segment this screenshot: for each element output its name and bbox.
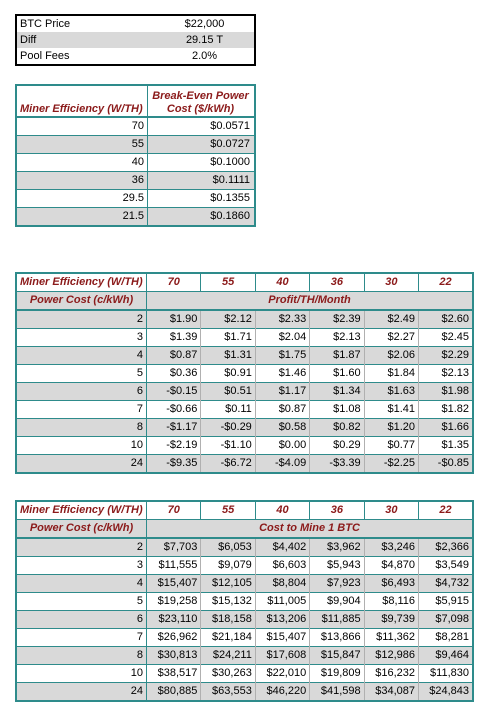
cost-value-cell[interactable]: $21,184 — [201, 629, 255, 647]
profit-value-cell[interactable]: $0.82 — [310, 419, 364, 437]
profit-value-cell[interactable]: $1.20 — [364, 419, 418, 437]
cost-header-efficiency-label[interactable]: Miner Efficiency (W/TH) — [16, 501, 147, 520]
cost-efficiency-col[interactable]: 40 — [255, 501, 309, 520]
cost-value-cell[interactable]: $7,703 — [147, 538, 201, 557]
cost-power-cost-cell[interactable]: 24 — [16, 683, 147, 702]
cost-value-cell[interactable]: $41,598 — [310, 683, 364, 702]
cost-value-cell[interactable]: $30,813 — [147, 647, 201, 665]
profit-row — [16, 383, 473, 401]
breakeven-table — [15, 84, 256, 227]
cost-value-cell[interactable]: $26,962 — [147, 629, 201, 647]
profit-power-cost-cell[interactable]: 6 — [16, 383, 147, 401]
profit-value-cell[interactable]: -$2.25 — [364, 455, 418, 474]
cost-value-cell[interactable]: $12,986 — [364, 647, 418, 665]
profit-value-cell[interactable]: $2.04 — [255, 329, 309, 347]
profit-power-cost-cell[interactable]: 7 — [16, 401, 147, 419]
profit-power-cost-cell[interactable]: 2 — [16, 310, 147, 329]
cost-value-cell[interactable]: $24,211 — [201, 647, 255, 665]
profit-value-cell[interactable]: $1.98 — [419, 383, 473, 401]
profit-value-cell[interactable]: $2.13 — [419, 365, 473, 383]
cost-value-cell[interactable]: $11,555 — [147, 557, 201, 575]
cost-value-cell[interactable]: $34,087 — [364, 683, 418, 702]
breakeven-cost[interactable]: $0.1355 — [148, 190, 256, 208]
profit-row — [16, 401, 473, 419]
cost-value-cell[interactable]: $4,732 — [419, 575, 473, 593]
profit-value-cell[interactable]: -$0.29 — [201, 419, 255, 437]
profit-row — [16, 310, 473, 329]
cost-value-cell[interactable]: $38,517 — [147, 665, 201, 683]
cost-power-cost-cell[interactable]: 5 — [16, 593, 147, 611]
cost-value-cell[interactable]: $11,830 — [419, 665, 473, 683]
cost-value-cell[interactable]: $17,608 — [255, 647, 309, 665]
cost-value-cell[interactable]: $11,005 — [255, 593, 309, 611]
cost-efficiency-header-row — [16, 501, 473, 520]
breakeven-efficiency[interactable]: 36 — [16, 172, 148, 190]
profit-value-cell[interactable]: -$4.09 — [255, 455, 309, 474]
cost-value-cell[interactable]: $15,407 — [255, 629, 309, 647]
cost-efficiency-col[interactable]: 22 — [419, 501, 473, 520]
profit-value-cell[interactable]: $0.36 — [147, 365, 201, 383]
profit-efficiency-col[interactable]: 70 — [147, 273, 201, 292]
profit-efficiency-col[interactable]: 40 — [255, 273, 309, 292]
breakeven-row — [16, 117, 255, 136]
summary-row — [16, 48, 255, 65]
cost-value-cell[interactable]: $5,915 — [419, 593, 473, 611]
profit-value-cell[interactable]: $0.00 — [255, 437, 309, 455]
cost-row — [16, 647, 473, 665]
profit-value-cell[interactable]: $1.87 — [310, 347, 364, 365]
summary-value[interactable]: $22,000 — [184, 18, 225, 30]
cost-value-cell[interactable]: $22,010 — [255, 665, 309, 683]
profit-value-cell[interactable]: $0.58 — [255, 419, 309, 437]
breakeven-cost[interactable]: $0.1111 — [148, 172, 256, 190]
cost-value-cell[interactable]: $7,923 — [310, 575, 364, 593]
breakeven-efficiency[interactable]: 40 — [16, 154, 148, 172]
cost-value-cell[interactable]: $7,098 — [419, 611, 473, 629]
profit-efficiency-col[interactable]: 36 — [310, 273, 364, 292]
cost-value-cell[interactable]: $12,105 — [201, 575, 255, 593]
cost-value-cell[interactable]: $6,493 — [364, 575, 418, 593]
profit-header-efficiency-label[interactable]: Miner Efficiency (W/TH) — [16, 273, 147, 292]
profit-value-cell[interactable]: $0.29 — [310, 437, 364, 455]
summary-row — [16, 15, 255, 32]
cost-efficiency-col[interactable]: 30 — [364, 501, 418, 520]
summary-label[interactable]: BTC Price — [20, 18, 71, 30]
profit-power-cost-cell[interactable]: 24 — [16, 455, 147, 474]
cost-value-cell[interactable]: $9,739 — [364, 611, 418, 629]
cost-row — [16, 665, 473, 683]
profit-value-cell[interactable]: -$3.39 — [310, 455, 364, 474]
cost-subheader-row — [16, 520, 473, 539]
cost-subheader-title[interactable]: Cost to Mine 1 BTC — [147, 520, 474, 539]
profit-value-cell[interactable]: $1.82 — [419, 401, 473, 419]
profit-efficiency-col[interactable]: 30 — [364, 273, 418, 292]
profit-efficiency-header-row — [16, 273, 473, 292]
breakeven-row — [16, 154, 255, 172]
cost-value-cell[interactable]: $13,206 — [255, 611, 309, 629]
profit-value-cell[interactable]: $1.84 — [364, 365, 418, 383]
cost-value-cell[interactable]: $11,362 — [364, 629, 418, 647]
cost-value-cell[interactable]: $23,110 — [147, 611, 201, 629]
cost-efficiency-col[interactable]: 55 — [201, 501, 255, 520]
cost-value-cell[interactable]: $9,079 — [201, 557, 255, 575]
summary-value[interactable]: 2.0% — [191, 50, 218, 62]
profit-value-cell[interactable]: $2.27 — [364, 329, 418, 347]
breakeven-header-cost-line1: Break-Even Power — [152, 90, 249, 102]
breakeven-header-cost[interactable] — [148, 85, 256, 117]
cost-value-cell[interactable]: $13,866 — [310, 629, 364, 647]
cost-value-cell[interactable]: $11,885 — [310, 611, 364, 629]
profit-value-cell[interactable]: -$0.85 — [419, 455, 473, 474]
profit-value-cell[interactable]: $1.31 — [201, 347, 255, 365]
profit-value-cell[interactable]: $0.11 — [201, 401, 255, 419]
profit-power-cost-cell[interactable]: 3 — [16, 329, 147, 347]
breakeven-efficiency[interactable]: 70 — [16, 117, 148, 136]
breakeven-cost[interactable]: $0.0571 — [148, 117, 256, 136]
breakeven-cost[interactable]: $0.0727 — [148, 136, 256, 154]
profit-value-cell[interactable]: $2.33 — [255, 310, 309, 329]
profit-table — [15, 272, 474, 474]
profit-value-cell[interactable]: $1.75 — [255, 347, 309, 365]
breakeven-row — [16, 172, 255, 190]
summary-label[interactable]: Diff — [16, 32, 155, 48]
profit-value-cell[interactable]: $1.17 — [255, 383, 309, 401]
profit-subheader-title[interactable]: Profit/TH/Month — [147, 292, 474, 311]
breakeven-row — [16, 190, 255, 208]
profit-value-cell[interactable]: $2.12 — [201, 310, 255, 329]
profit-value-cell[interactable]: $1.34 — [310, 383, 364, 401]
cost-value-cell[interactable]: $19,258 — [147, 593, 201, 611]
cost-value-cell[interactable]: $6,053 — [201, 538, 255, 557]
cost-value-cell[interactable]: $4,402 — [255, 538, 309, 557]
cost-value-cell[interactable]: $19,809 — [310, 665, 364, 683]
profit-value-cell[interactable]: $2.39 — [310, 310, 364, 329]
cost-value-cell[interactable]: $80,885 — [147, 683, 201, 702]
profit-value-cell[interactable]: $2.13 — [310, 329, 364, 347]
profit-power-cost-cell[interactable]: 8 — [16, 419, 147, 437]
cost-value-cell[interactable]: $6,603 — [255, 557, 309, 575]
profit-row — [16, 455, 473, 474]
cost-power-cost-cell[interactable]: 7 — [16, 629, 147, 647]
breakeven-header-efficiency[interactable]: Miner Efficiency (W/TH) — [16, 85, 148, 117]
profit-value-cell[interactable]: $2.29 — [419, 347, 473, 365]
cost-value-cell[interactable]: $8,804 — [255, 575, 309, 593]
profit-value-cell[interactable]: -$0.66 — [147, 401, 201, 419]
profit-power-cost-cell[interactable]: 5 — [16, 365, 147, 383]
profit-value-cell[interactable]: -$2.19 — [147, 437, 201, 455]
cost-power-cost-cell[interactable]: 3 — [16, 557, 147, 575]
profit-subheader-row — [16, 292, 473, 311]
cost-body — [16, 538, 473, 701]
cost-value-cell[interactable]: $9,904 — [310, 593, 364, 611]
profit-power-cost-cell[interactable]: 10 — [16, 437, 147, 455]
breakeven-cost[interactable]: $0.1860 — [148, 208, 256, 227]
summary-row — [16, 32, 255, 48]
cost-power-cost-cell[interactable]: 10 — [16, 665, 147, 683]
profit-value-cell[interactable]: $0.77 — [364, 437, 418, 455]
cost-value-cell[interactable]: $8,281 — [419, 629, 473, 647]
profit-value-cell[interactable]: $2.60 — [419, 310, 473, 329]
cost-value-cell[interactable]: $16,232 — [364, 665, 418, 683]
cost-value-cell[interactable]: $15,847 — [310, 647, 364, 665]
profit-value-cell[interactable]: $1.41 — [364, 401, 418, 419]
cost-row — [16, 557, 473, 575]
profit-value-cell[interactable]: $1.63 — [364, 383, 418, 401]
cost-row — [16, 575, 473, 593]
cost-row — [16, 611, 473, 629]
summary-table — [15, 14, 256, 66]
cost-value-cell[interactable]: $46,220 — [255, 683, 309, 702]
profit-row — [16, 365, 473, 383]
cost-efficiency-col[interactable]: 70 — [147, 501, 201, 520]
cost-value-cell[interactable]: $2,366 — [419, 538, 473, 557]
profit-value-cell[interactable]: $1.35 — [419, 437, 473, 455]
profit-value-cell[interactable]: -$0.15 — [147, 383, 201, 401]
cost-value-cell[interactable]: $30,263 — [201, 665, 255, 683]
cost-value-cell[interactable]: $3,246 — [364, 538, 418, 557]
breakeven-cost[interactable]: $0.1000 — [148, 154, 256, 172]
profit-body — [16, 310, 473, 473]
profit-value-cell[interactable]: $1.90 — [147, 310, 201, 329]
cost-table — [15, 500, 474, 702]
profit-value-cell[interactable]: $1.60 — [310, 365, 364, 383]
cost-value-cell[interactable]: $15,132 — [201, 593, 255, 611]
profit-subheader-power-cost[interactable]: Power Cost (c/kWh) — [16, 292, 147, 311]
profit-value-cell[interactable]: $1.46 — [255, 365, 309, 383]
cost-power-cost-cell[interactable]: 8 — [16, 647, 147, 665]
profit-row — [16, 329, 473, 347]
breakeven-efficiency[interactable]: 29.5 — [16, 190, 148, 208]
profit-power-cost-cell[interactable]: 4 — [16, 347, 147, 365]
profit-value-cell[interactable]: -$1.17 — [147, 419, 201, 437]
cost-efficiency-col[interactable]: 36 — [310, 501, 364, 520]
cost-row — [16, 629, 473, 647]
summary-label[interactable]: Pool Fees — [20, 50, 70, 62]
breakeven-efficiency[interactable]: 21.5 — [16, 208, 148, 227]
profit-row — [16, 347, 473, 365]
cost-power-cost-cell[interactable]: 4 — [16, 575, 147, 593]
profit-efficiency-col[interactable]: 55 — [201, 273, 255, 292]
profit-value-cell[interactable]: $0.51 — [201, 383, 255, 401]
profit-value-cell[interactable]: $1.39 — [147, 329, 201, 347]
profit-value-cell[interactable]: $2.06 — [364, 347, 418, 365]
cost-value-cell[interactable]: $4,870 — [364, 557, 418, 575]
profit-row — [16, 419, 473, 437]
profit-value-cell[interactable]: $2.49 — [364, 310, 418, 329]
profit-value-cell[interactable]: $0.87 — [255, 401, 309, 419]
profit-value-cell[interactable]: -$1.10 — [201, 437, 255, 455]
cost-value-cell[interactable]: $8,116 — [364, 593, 418, 611]
breakeven-efficiency[interactable]: 55 — [16, 136, 148, 154]
profit-value-cell[interactable]: $0.87 — [147, 347, 201, 365]
profit-value-cell[interactable]: -$9.35 — [147, 455, 201, 474]
cost-row — [16, 538, 473, 557]
breakeven-row — [16, 208, 255, 227]
cost-value-cell[interactable]: $9,464 — [419, 647, 473, 665]
profit-value-cell[interactable]: $1.71 — [201, 329, 255, 347]
cost-power-cost-cell[interactable]: 6 — [16, 611, 147, 629]
profit-efficiency-col[interactable]: 22 — [419, 273, 473, 292]
profit-value-cell[interactable]: $2.45 — [419, 329, 473, 347]
profit-value-cell[interactable]: $1.08 — [310, 401, 364, 419]
profit-value-cell[interactable]: $1.66 — [419, 419, 473, 437]
cost-value-cell[interactable]: $24,843 — [419, 683, 473, 702]
cost-power-cost-cell[interactable]: 2 — [16, 538, 147, 557]
cost-value-cell[interactable]: $5,943 — [310, 557, 364, 575]
profit-row — [16, 437, 473, 455]
breakeven-header-cost-line2: Cost ($/kWh) — [166, 103, 235, 115]
summary-value[interactable]: 29.15 T — [155, 32, 255, 48]
cost-value-cell[interactable]: $63,553 — [201, 683, 255, 702]
cost-subheader-power-cost[interactable]: Power Cost (c/kWh) — [16, 520, 147, 539]
profit-value-cell[interactable]: $0.91 — [201, 365, 255, 383]
cost-value-cell[interactable]: $18,158 — [201, 611, 255, 629]
cost-value-cell[interactable]: $3,962 — [310, 538, 364, 557]
breakeven-row — [16, 136, 255, 154]
profit-value-cell[interactable]: -$6.72 — [201, 455, 255, 474]
cost-row — [16, 683, 473, 702]
breakeven-header-row — [16, 85, 255, 117]
cost-row — [16, 593, 473, 611]
cost-value-cell[interactable]: $3,549 — [419, 557, 473, 575]
cost-value-cell[interactable]: $15,407 — [147, 575, 201, 593]
